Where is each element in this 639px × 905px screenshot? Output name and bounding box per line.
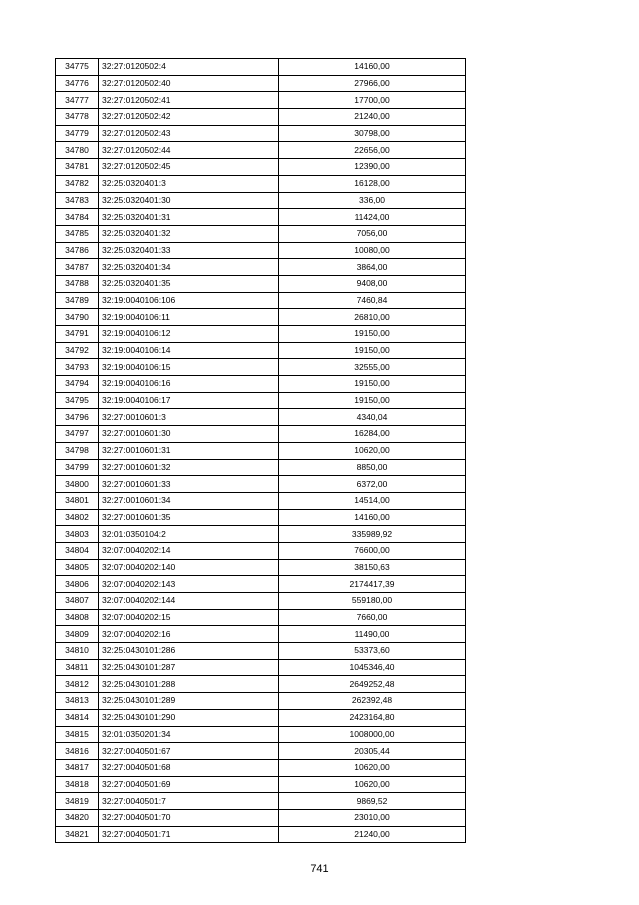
cadastral-number-cell: 32:25:0430101:286 (99, 643, 279, 660)
table-row (56, 309, 466, 326)
cadastral-number-cell: 32:25:0320401:35 (99, 275, 279, 292)
table-row (56, 776, 466, 793)
value-cell: 10620,00 (279, 759, 466, 776)
table-row (56, 392, 466, 409)
cadastral-number-cell: 32:27:0040501:71 (99, 826, 279, 843)
value-cell: 20305,44 (279, 743, 466, 760)
cadastral-number-cell: 32:25:0320401:3 (99, 175, 279, 192)
table-row (56, 726, 466, 743)
cadastral-number-cell: 32:27:0120502:43 (99, 125, 279, 142)
value-cell: 26810,00 (279, 309, 466, 326)
value-cell: 7056,00 (279, 225, 466, 242)
row-number-cell: 34813 (56, 693, 99, 710)
cadastral-number-cell: 32:27:0040501:69 (99, 776, 279, 793)
row-number-cell: 34820 (56, 809, 99, 826)
table-row (56, 225, 466, 242)
row-number-cell: 34814 (56, 709, 99, 726)
row-number-cell: 34790 (56, 309, 99, 326)
row-number-cell: 34810 (56, 643, 99, 660)
cadastral-number-cell: 32:27:0040501:70 (99, 809, 279, 826)
table-row (56, 159, 466, 176)
table-row (56, 109, 466, 126)
cadastral-number-cell: 32:27:0010601:3 (99, 409, 279, 426)
cadastral-number-cell: 32:07:0040202:144 (99, 593, 279, 610)
value-cell: 19150,00 (279, 376, 466, 393)
row-number-cell: 34781 (56, 159, 99, 176)
value-cell: 9869,52 (279, 793, 466, 810)
value-cell: 11424,00 (279, 209, 466, 226)
table-row (56, 526, 466, 543)
row-number-cell: 34789 (56, 292, 99, 309)
row-number-cell: 34791 (56, 326, 99, 343)
value-cell: 7460,84 (279, 292, 466, 309)
value-cell: 23010,00 (279, 809, 466, 826)
row-number-cell: 34811 (56, 659, 99, 676)
cadastral-number-cell: 32:07:0040202:14 (99, 542, 279, 559)
value-cell: 27966,00 (279, 75, 466, 92)
cadastral-number-cell: 32:19:0040106:17 (99, 392, 279, 409)
row-number-cell: 34778 (56, 109, 99, 126)
table-row (56, 709, 466, 726)
row-number-cell: 34819 (56, 793, 99, 810)
value-cell: 336,00 (279, 192, 466, 209)
value-cell: 76600,00 (279, 542, 466, 559)
cadastral-number-cell: 32:19:0040106:14 (99, 342, 279, 359)
cadastral-number-cell: 32:25:0320401:33 (99, 242, 279, 259)
table-row (56, 509, 466, 526)
cadastral-number-cell: 32:27:0040501:67 (99, 743, 279, 760)
cadastral-number-cell: 32:27:0040501:68 (99, 759, 279, 776)
row-number-cell: 34805 (56, 559, 99, 576)
cadastral-number-cell: 32:27:0120502:42 (99, 109, 279, 126)
row-number-cell: 34809 (56, 626, 99, 643)
table-row (56, 175, 466, 192)
table-row (56, 242, 466, 259)
cadastral-number-cell: 32:25:0320401:30 (99, 192, 279, 209)
cadastral-number-cell: 32:07:0040202:140 (99, 559, 279, 576)
value-cell: 16284,00 (279, 426, 466, 443)
table-row (56, 459, 466, 476)
table-row (56, 609, 466, 626)
row-number-cell: 34792 (56, 342, 99, 359)
row-number-cell: 34806 (56, 576, 99, 593)
value-cell: 19150,00 (279, 326, 466, 343)
table-row (56, 826, 466, 843)
cadastral-number-cell: 32:27:0010601:30 (99, 426, 279, 443)
row-number-cell: 34776 (56, 75, 99, 92)
value-cell: 30798,00 (279, 125, 466, 142)
table-row (56, 492, 466, 509)
value-cell: 14160,00 (279, 509, 466, 526)
table-row (56, 559, 466, 576)
row-number-cell: 34793 (56, 359, 99, 376)
table-row (56, 759, 466, 776)
row-number-cell: 34815 (56, 726, 99, 743)
row-number-cell: 34783 (56, 192, 99, 209)
cadastral-number-cell: 32:27:0120502:41 (99, 92, 279, 109)
cadastral-number-cell: 32:07:0040202:15 (99, 609, 279, 626)
table-row (56, 409, 466, 426)
value-cell: 12390,00 (279, 159, 466, 176)
value-cell: 14514,00 (279, 492, 466, 509)
table-row (56, 576, 466, 593)
value-cell: 22656,00 (279, 142, 466, 159)
row-number-cell: 34784 (56, 209, 99, 226)
value-cell: 9408,00 (279, 275, 466, 292)
page-number: 741 (310, 863, 329, 875)
value-cell: 335989,92 (279, 526, 466, 543)
table-row (56, 75, 466, 92)
data-table (55, 58, 466, 843)
row-number-cell: 34788 (56, 275, 99, 292)
cadastral-number-cell: 32:25:0430101:290 (99, 709, 279, 726)
cadastral-number-cell: 32:27:0010601:35 (99, 509, 279, 526)
table-row (56, 376, 466, 393)
value-cell: 16128,00 (279, 175, 466, 192)
table-row (56, 142, 466, 159)
row-number-cell: 34816 (56, 743, 99, 760)
table-row (56, 626, 466, 643)
table-row (56, 542, 466, 559)
value-cell: 38150,63 (279, 559, 466, 576)
row-number-cell: 34802 (56, 509, 99, 526)
row-number-cell: 34800 (56, 476, 99, 493)
row-number-cell: 34799 (56, 459, 99, 476)
value-cell: 10080,00 (279, 242, 466, 259)
cadastral-number-cell: 32:01:0350104:2 (99, 526, 279, 543)
cadastral-number-cell: 32:19:0040106:106 (99, 292, 279, 309)
value-cell: 4340,04 (279, 409, 466, 426)
cadastral-number-cell: 32:01:0350201:34 (99, 726, 279, 743)
row-number-cell: 34796 (56, 409, 99, 426)
value-cell: 3864,00 (279, 259, 466, 276)
cadastral-number-cell: 32:19:0040106:15 (99, 359, 279, 376)
cadastral-number-cell: 32:19:0040106:16 (99, 376, 279, 393)
row-number-cell: 34787 (56, 259, 99, 276)
row-number-cell: 34780 (56, 142, 99, 159)
table-row (56, 593, 466, 610)
cadastral-number-cell: 32:27:0010601:32 (99, 459, 279, 476)
row-number-cell: 34794 (56, 376, 99, 393)
row-number-cell: 34812 (56, 676, 99, 693)
row-number-cell: 34777 (56, 92, 99, 109)
cadastral-number-cell: 32:07:0040202:143 (99, 576, 279, 593)
value-cell: 7660,00 (279, 609, 466, 626)
table-row (56, 476, 466, 493)
cadastral-number-cell: 32:19:0040106:11 (99, 309, 279, 326)
row-number-cell: 34775 (56, 59, 99, 76)
row-number-cell: 34803 (56, 526, 99, 543)
value-cell: 53373,60 (279, 643, 466, 660)
cadastral-number-cell: 32:25:0320401:34 (99, 259, 279, 276)
table-row (56, 92, 466, 109)
table-row (56, 442, 466, 459)
value-cell: 6372,00 (279, 476, 466, 493)
row-number-cell: 34779 (56, 125, 99, 142)
table-row (56, 125, 466, 142)
row-number-cell: 34801 (56, 492, 99, 509)
table-row (56, 693, 466, 710)
value-cell: 14160,00 (279, 59, 466, 76)
cadastral-number-cell: 32:25:0430101:289 (99, 693, 279, 710)
table-row (56, 326, 466, 343)
row-number-cell: 34818 (56, 776, 99, 793)
table-row (56, 192, 466, 209)
row-number-cell: 34808 (56, 609, 99, 626)
cadastral-number-cell: 32:27:0010601:33 (99, 476, 279, 493)
row-number-cell: 34785 (56, 225, 99, 242)
row-number-cell: 34795 (56, 392, 99, 409)
value-cell: 559180,00 (279, 593, 466, 610)
value-cell: 10620,00 (279, 776, 466, 793)
row-number-cell: 34786 (56, 242, 99, 259)
cadastral-number-cell: 32:27:0120502:44 (99, 142, 279, 159)
value-cell: 1008000,00 (279, 726, 466, 743)
table-row (56, 743, 466, 760)
cadastral-number-cell: 32:27:0120502:4 (99, 59, 279, 76)
cadastral-number-cell: 32:25:0320401:31 (99, 209, 279, 226)
cadastral-number-cell: 32:25:0320401:32 (99, 225, 279, 242)
value-cell: 8850,00 (279, 459, 466, 476)
table-row (56, 209, 466, 226)
cadastral-number-cell: 32:27:0120502:45 (99, 159, 279, 176)
value-cell: 1045346,40 (279, 659, 466, 676)
value-cell: 32555,00 (279, 359, 466, 376)
table-row (56, 809, 466, 826)
table-row (56, 659, 466, 676)
value-cell: 10620,00 (279, 442, 466, 459)
value-cell: 2649252,48 (279, 676, 466, 693)
cadastral-number-cell: 32:27:0010601:34 (99, 492, 279, 509)
cadastral-number-cell: 32:25:0430101:288 (99, 676, 279, 693)
table-row (56, 359, 466, 376)
table-body (56, 59, 466, 843)
value-cell: 17700,00 (279, 92, 466, 109)
value-cell: 21240,00 (279, 109, 466, 126)
table-row (56, 643, 466, 660)
cadastral-number-cell: 32:07:0040202:16 (99, 626, 279, 643)
cadastral-number-cell: 32:27:0040501:7 (99, 793, 279, 810)
row-number-cell: 34782 (56, 175, 99, 192)
row-number-cell: 34821 (56, 826, 99, 843)
row-number-cell: 34797 (56, 426, 99, 443)
value-cell: 19150,00 (279, 392, 466, 409)
value-cell: 262392,48 (279, 693, 466, 710)
table-row (56, 342, 466, 359)
value-cell: 19150,00 (279, 342, 466, 359)
row-number-cell: 34798 (56, 442, 99, 459)
cadastral-number-cell: 32:27:0120502:40 (99, 75, 279, 92)
table-row (56, 793, 466, 810)
table-row (56, 259, 466, 276)
row-number-cell: 34804 (56, 542, 99, 559)
table-row (56, 292, 466, 309)
value-cell: 21240,00 (279, 826, 466, 843)
table-row (56, 676, 466, 693)
row-number-cell: 34807 (56, 593, 99, 610)
value-cell: 11490,00 (279, 626, 466, 643)
value-cell: 2174417,39 (279, 576, 466, 593)
value-cell: 2423164,80 (279, 709, 466, 726)
row-number-cell: 34817 (56, 759, 99, 776)
table-row (56, 275, 466, 292)
cadastral-number-cell: 32:27:0010601:31 (99, 442, 279, 459)
cadastral-number-cell: 32:19:0040106:12 (99, 326, 279, 343)
table-row (56, 59, 466, 76)
cadastral-number-cell: 32:25:0430101:287 (99, 659, 279, 676)
table-row (56, 426, 466, 443)
